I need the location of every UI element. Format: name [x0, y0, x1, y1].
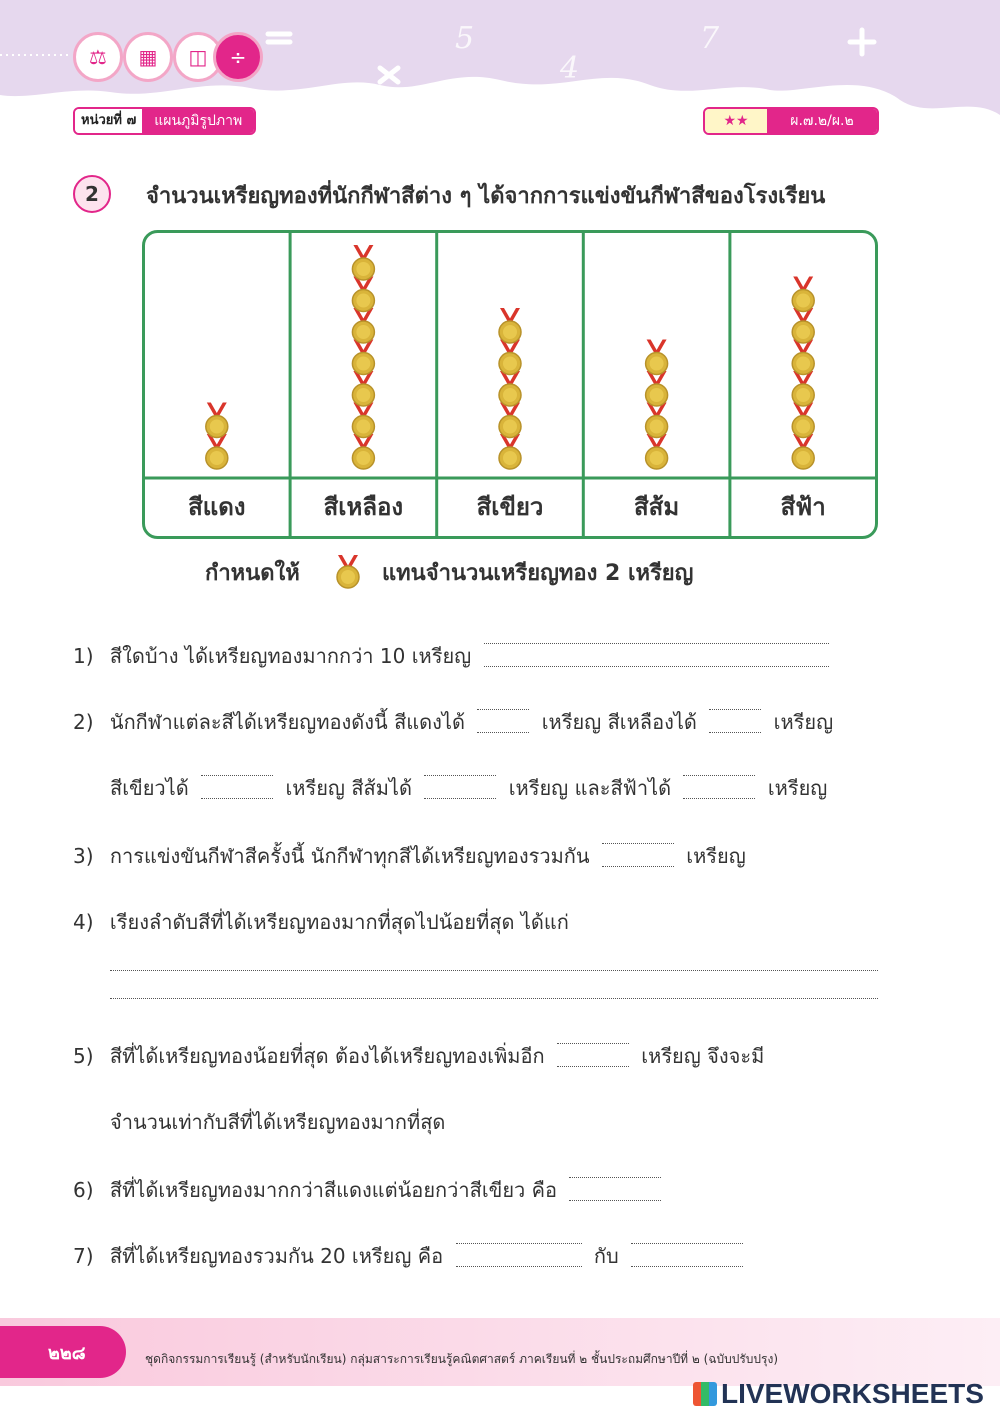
difficulty-stars: ★★	[705, 109, 767, 133]
answer-2-red-field[interactable]	[477, 709, 529, 733]
brand-name: LIVEWORKSHEETS	[721, 1378, 984, 1409]
question-2	[73, 706, 833, 738]
answer-4-line-1[interactable]	[110, 970, 878, 971]
brand-mark-icon	[693, 1382, 717, 1406]
page-number: ๒๒๘	[48, 1343, 86, 1364]
question-6-text: สีที่ได้เหรียญทองมากกว่าสีแดงแต่น้อยกว่าสีเขียว คือ	[109, 1178, 558, 1202]
unit-tag	[73, 107, 256, 135]
question-4-text: เรียงลำดับสีที่ได้เหรียญทองมากที่สุดไปน้อยที่สุด ได้แก่	[109, 910, 569, 934]
key-suffix: แทนจำนวนเหรียญทอง 2 เหรียญ	[382, 561, 694, 586]
category-label: สีเหลือง	[323, 493, 404, 521]
answer-2-green-field[interactable]	[201, 775, 273, 799]
question-4	[73, 906, 569, 938]
brand-logo	[693, 1378, 984, 1410]
question-5-text-b: เหรียญ จึงจะมี	[641, 1044, 765, 1068]
question-2-text-a: นักกีฬาแต่ละสีได้เหรียญทองดังนี้ สีแดงได้	[109, 710, 465, 734]
question-5-line-2	[110, 1106, 445, 1138]
pictograph-chart	[142, 230, 878, 540]
multiply-divide-icon: ÷	[213, 32, 263, 82]
question-6	[73, 1174, 667, 1206]
question-3-number: 3)	[73, 844, 94, 868]
question-5	[73, 1040, 764, 1072]
question-1-number: 1)	[73, 644, 94, 668]
answer-5-field[interactable]	[557, 1043, 629, 1067]
question-7	[73, 1240, 749, 1272]
answer-1-field[interactable]	[484, 643, 829, 667]
answer-4-line-2[interactable]	[110, 998, 878, 999]
question-2-text-g: เหรียญ	[767, 776, 828, 800]
answer-7-second-field[interactable]	[631, 1243, 743, 1267]
question-6-number: 6)	[73, 1178, 94, 1202]
answer-7-first-field[interactable]	[456, 1243, 582, 1267]
svg-text:4: 4	[560, 51, 580, 86]
question-2-number: 2)	[73, 710, 94, 734]
question-2-text-f: เหรียญ และสีฟ้าได้	[508, 776, 672, 800]
question-7-text-b: กับ	[593, 1244, 619, 1268]
question-7-text-a: สีที่ได้เหรียญทองรวมกัน 20 เหรียญ คือ	[109, 1244, 444, 1268]
question-7-number: 7)	[73, 1244, 94, 1268]
answer-2-yellow-field[interactable]	[709, 709, 761, 733]
answer-2-orange-field[interactable]	[424, 775, 496, 799]
question-5-text-c: จำนวนเท่ากับสีที่ได้เหรียญทองมากที่สุด	[110, 1110, 446, 1134]
key-prefix: กำหนดให้	[205, 561, 300, 586]
calculator-icon: ▦	[123, 32, 173, 82]
question-4-number: 4)	[73, 910, 94, 934]
question-2-text-b: เหรียญ สีเหลืองได้	[541, 710, 697, 734]
answer-3-field[interactable]	[602, 843, 674, 867]
level-tag	[703, 107, 879, 135]
question-5-text-a: สีที่ได้เหรียญทองน้อยที่สุด ต้องได้เหรียญทองเพิ่มอีก	[109, 1044, 545, 1068]
unit-label: หน่วยที่ ๗	[75, 109, 142, 133]
question-5-number: 5)	[73, 1044, 94, 1068]
header-background	[0, 0, 1000, 170]
question-title: จำนวนเหรียญทองที่นักกีฬาสีต่าง ๆ ได้จากการแข่งขันกีฬาสีของโรงเรียน	[146, 184, 826, 209]
category-label: สีแดง	[188, 493, 246, 521]
question-number: 2	[73, 175, 111, 213]
svg-text:5: 5	[455, 21, 475, 56]
question-2-line-2	[110, 772, 827, 804]
standard-code: ผ.๗.๒/ผ.๒	[767, 109, 877, 133]
question-3-text-b: เหรียญ	[686, 844, 746, 868]
question-1-text: สีใดบ้าง ได้เหรียญทองมากกว่า 10 เหรียญ	[109, 644, 472, 668]
svg-text:7: 7	[700, 21, 720, 56]
answer-2-blue-field[interactable]	[683, 775, 755, 799]
question-3	[73, 840, 746, 872]
answer-6-field[interactable]	[569, 1177, 661, 1201]
category-label: สีฟ้า	[780, 493, 826, 521]
question-2-text-e: เหรียญ สีส้มได้	[285, 776, 412, 800]
gold-medal-icon	[332, 553, 364, 589]
category-label: สีเขียว	[476, 493, 544, 521]
question-3-text-a: การแข่งขันกีฬาสีครั้งนี้ นักกีฬาทุกสีได้เหรียญทองรวมกัน	[109, 844, 590, 868]
footer-text: ชุดกิจกรรมการเรียนรู้ (สำหรับนักเรียน) กลุ่มสาระการเรียนรู้คณิตศาสตร์ ภาคเรียนที่ ๒ ชั้นประถมศึกษาปีที่ ๒ (ฉบับปรับปรุง)	[145, 1352, 779, 1366]
measuring-cup-icon: ◫	[173, 32, 223, 82]
category-label: สีส้ม	[634, 493, 680, 521]
question-1	[73, 640, 835, 672]
question-2-text-d: สีเขียวได้	[110, 776, 189, 800]
scale-icon: ⚖	[73, 32, 123, 82]
question-2-text-c: เหรียญ	[773, 710, 834, 734]
unit-title: แผนภูมิรูปภาพ	[142, 109, 254, 133]
